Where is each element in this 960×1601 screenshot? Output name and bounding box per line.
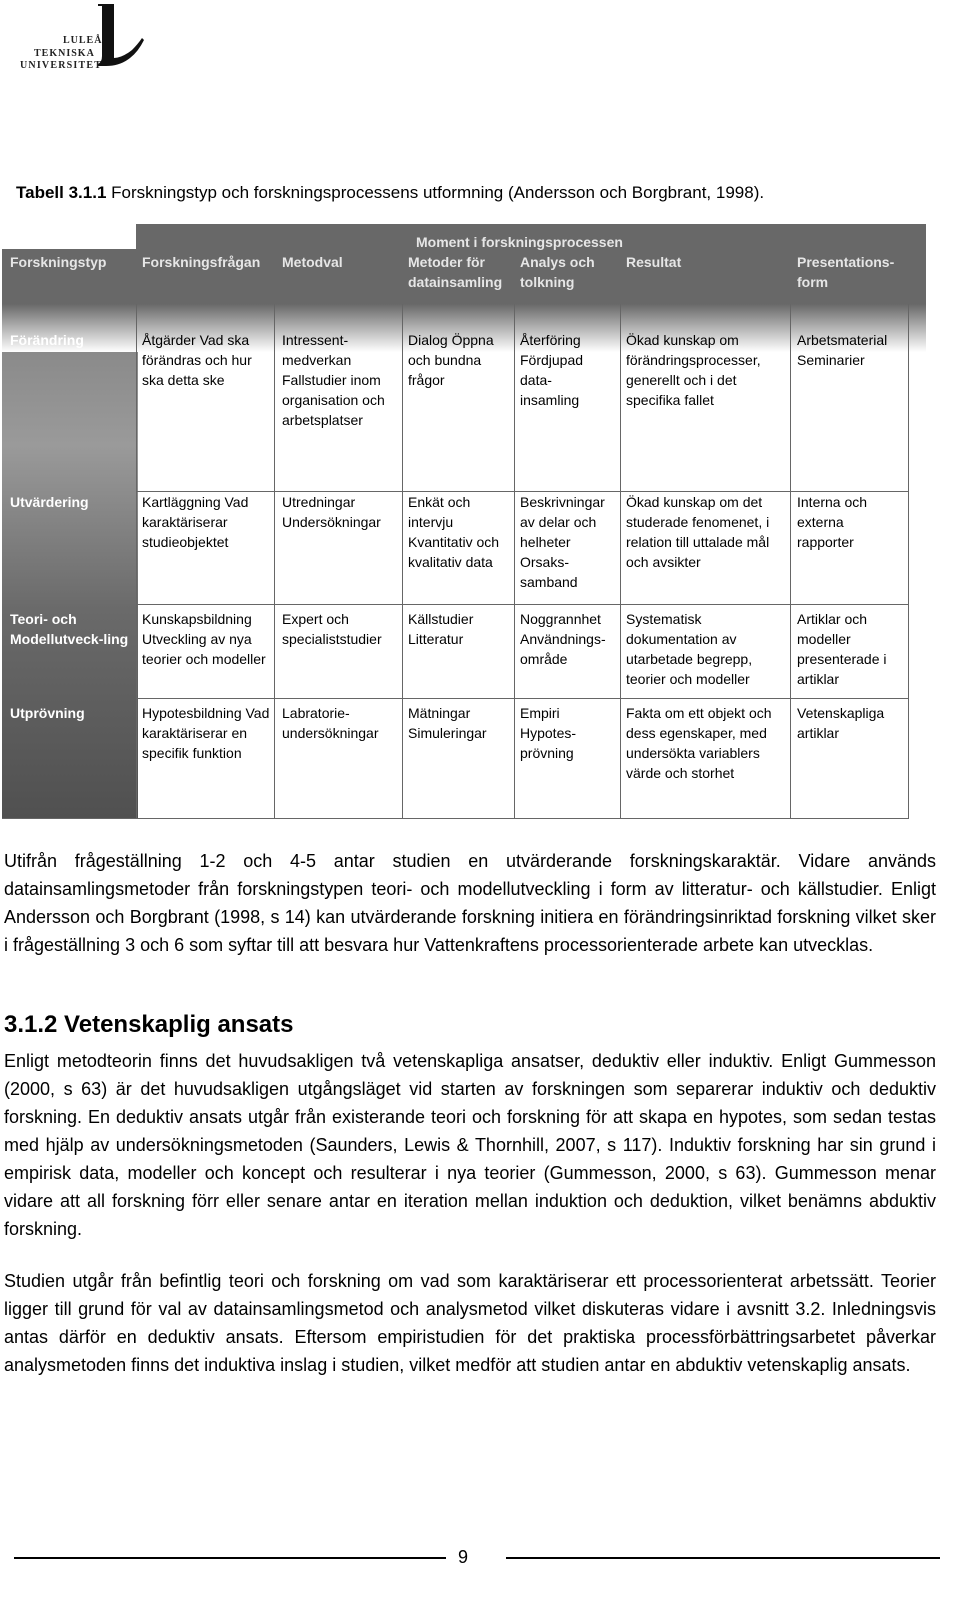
cell-analysis: Beskrivningar av delar och helheter Orsaks-samband (520, 494, 605, 590)
cell-result: Fakta om ett objekt och dess egenskaper, med undersökta variablers värde och storhet (626, 705, 772, 781)
page-number: 9 (458, 1547, 469, 1567)
cell-collection: Dialog Öppna och bundna frågor (408, 332, 494, 388)
cell-question: Hypotesbildning Vad karaktäriserar en specifik funktion (142, 705, 270, 761)
caption-text: Forskningstyp och forskningsprocessens utformning (Andersson och Borgbrant, 1998). (106, 183, 765, 202)
cell-collection: Mätningar Simuleringar (408, 705, 487, 741)
cell-type: Utprövning (10, 705, 85, 721)
cell-result: Ökad kunskap om det studerade fenomenet, i relation till uttalade mål och avsikter (626, 494, 770, 570)
cell-result: Systematisk dokumentation av utarbetade begrepp, teorier och modeller (626, 611, 753, 687)
cell-method: Expert och specialiststudier (282, 611, 382, 647)
cell-question: Kartläggning Vad karaktäriserar studieobjektet (142, 494, 249, 550)
cell-collection: Källstudier Litteratur (408, 611, 474, 647)
cell-type: Teori- och Modellutveck-ling (10, 611, 129, 647)
footer-rule-right (506, 1557, 940, 1559)
logo-line-2: TEKNISKA (34, 48, 95, 59)
header-analys: Analys och tolkning (520, 254, 595, 290)
section-heading: 3.1.2 Vetenskaplig ansats (4, 1011, 294, 1038)
group-header: Moment i forskningsprocessen (416, 234, 623, 250)
caption-label: Tabell 3.1.1 (16, 183, 107, 202)
cell-method: Labratorie-undersökningar (282, 705, 379, 741)
cell-presentation: Arbetsmaterial Seminarier (797, 332, 888, 368)
cell-result: Ökad kunskap om förändringsprocesser, generellt och i det specifika fallet (626, 332, 761, 408)
table-header (2, 224, 926, 304)
cell-analysis: Empiri Hypotes-prövning (520, 705, 577, 761)
cell-type: Förändring (10, 332, 84, 348)
cell-analysis: Noggrannhet Användnings-område (520, 611, 606, 667)
cell-presentation: Artiklar och modeller presenterade i artiklar (797, 611, 887, 687)
cell-presentation: Interna och externa rapporter (797, 494, 868, 550)
logo-line-1: LULEÅ (63, 35, 103, 46)
cell-method: Utredningar Undersökningar (282, 494, 381, 530)
paragraph-3: Studien utgår från befintlig teori och forskning om vad som karaktäriserar ett processorienterat arbetssätt. Teorier ligger till grund för val av datainsamlingsmetod och analysmetod vilket diskuteras vidare i avsnitt 3.2. Inledningsvis antas därför en deduktiv ansats. Eftersom empiristudien för det praktiska processförbättringsarbetet påverkar analysmetoden finns det induktiva inslag i studien, vilket medför att studien antar en abduktiv vetenskaplig ansats. (4, 1271, 936, 1375)
cell-method: Intressent-medverkan Fallstudier inom organisation och arbetsplatser (282, 332, 385, 428)
cell-question: Åtgärder Vad ska förändras och hur ska detta ske (142, 332, 252, 388)
table-caption (16, 183, 764, 203)
logo-line-3: UNIVERSITET (20, 60, 103, 71)
paragraph-1: Utifrån frågeställning 1-2 och 4-5 antar studien en utvärderande forskningskaraktär. Vidare används datainsamlingsmetoder från forskningstypen teori- och modellutveckling i form av litteratur- och källstudier. Enligt Andersson och Borgbrant (1998, s 14) kan utvärderande forskning initiera en förändringsinriktad forskning vilket sker i frågeställning 3 och 6 som syftar till att besvara hur Vattenkraftens processorienterade arbete kan utvecklas. (4, 851, 936, 955)
header-resultat: Resultat (626, 254, 682, 270)
research-type-table (2, 224, 926, 781)
cell-analysis: Återföring Fördjupad data-insamling (520, 332, 584, 408)
header-forskningstyp: Forskningstyp (10, 254, 107, 270)
header-presentation: Presentations-form (797, 254, 895, 290)
cell-type: Utvärdering (10, 494, 89, 510)
header-datainsamling: Metoder för datainsamling (408, 254, 503, 290)
footer-rule-left (14, 1557, 446, 1559)
cell-question: Kunskapsbildning Utveckling av nya teorier och modeller (142, 611, 266, 667)
cell-presentation: Vetenskapliga artiklar (797, 705, 885, 741)
header-metodval: Metodval (282, 254, 343, 270)
header-forskningsfragan: Forskningsfrågan (142, 254, 261, 270)
paragraph-2: Enligt metodteorin finns det huvudsakligen två vetenskapliga ansatser, deduktiv eller induktiv. Enligt Gummesson (2000, s 63) är det huvudsakligen utgångsläget vid starten av forskningen som separerar induktiv och deduktiv forskning. En deduktiv ansats utgår från existerande teori och forskning för att skapa en hypotes, som sedan testas med hjälp av undersökningsmetoden (Saunders, Lewis & Thornhill, 2007, s 117). Induktiv forskning har sin grund i empirisk data, modeller och koncept och resulterar i nya teorier (Gummesson, 2000, s 63). Gummesson menar vidare att all forskning förr eller senare antar en iteration mellan induktion och deduktion, vilket benämns abduktiv forskning. (4, 1051, 936, 1239)
cell-collection: Enkät och intervju Kvantitativ och kvalitativ data (408, 494, 500, 570)
university-logo (10, 0, 150, 72)
